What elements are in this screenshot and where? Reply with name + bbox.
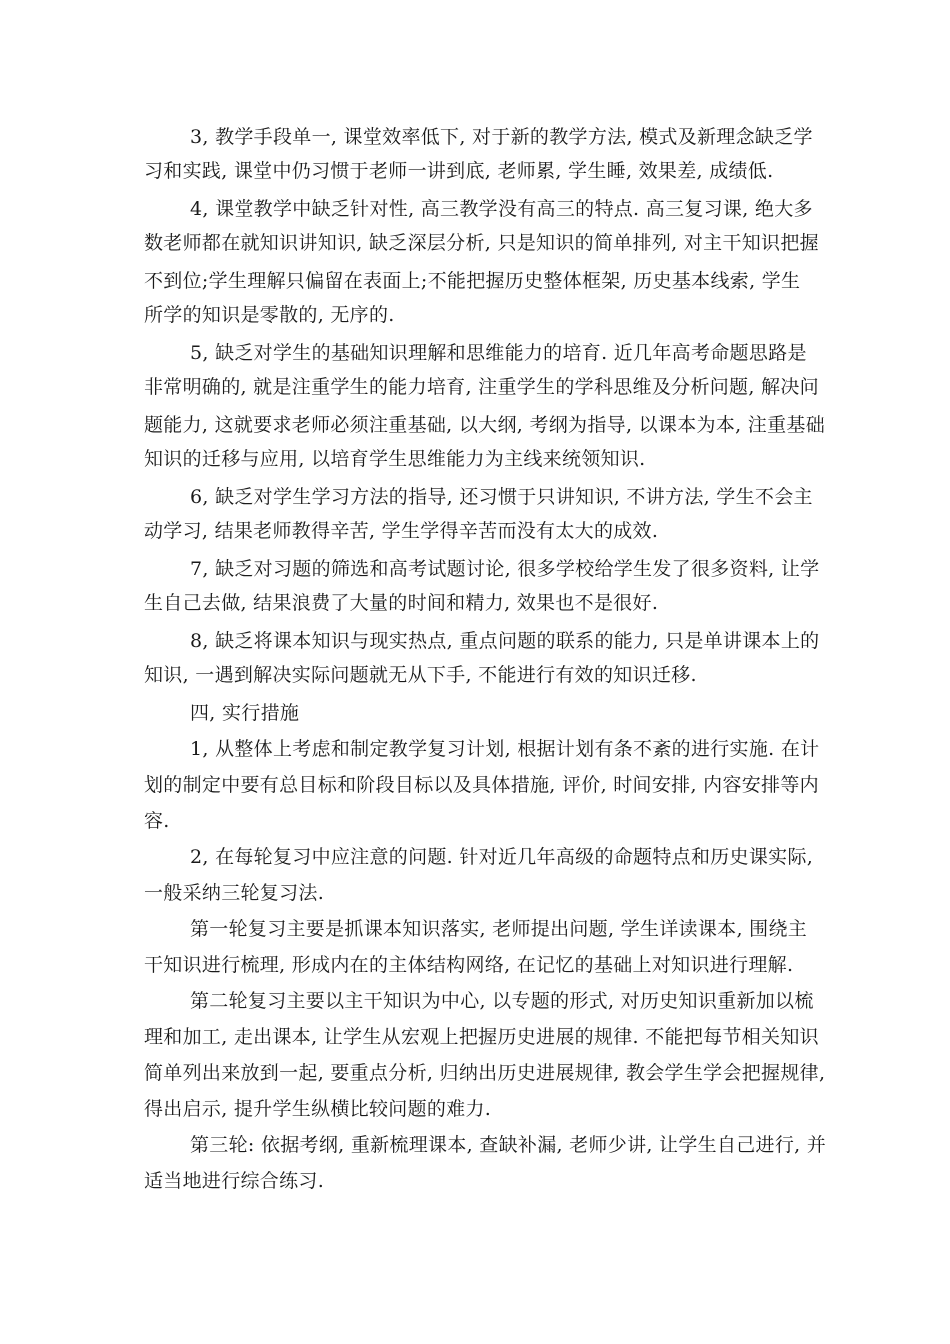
text-line: 8, 缺乏将课本知识与现实热点, 重点问题的联系的能力, 只是单讲课本上的 [190, 630, 820, 652]
text-line: 容. [144, 810, 170, 832]
text-line: 生自己去做, 结果浪费了大量的时间和精力, 效果也不是很好. [144, 592, 659, 614]
text-line: 非常明确的, 就是注重学生的能力培育, 注重学生的学科思维及分析问题, 解决问 [144, 376, 819, 398]
text-line: 理和加工, 走出课本, 让学生从宏观上把握历史进展的规律. 不能把每节相关知识 [144, 1026, 819, 1048]
text-line: 知识的迁移与应用, 以培育学生思维能力为主线来统领知识. [144, 448, 646, 470]
text-line: 一般采纳三轮复习法. [144, 882, 325, 904]
section-heading: 四, 实行措施 [190, 702, 300, 724]
text-line: 所学的知识是零散的, 无序的. [144, 304, 395, 326]
text-line: 5, 缺乏对学生的基础知识理解和思维能力的培育. 近几年高考命题思路是 [190, 342, 807, 364]
text-line: 4, 课堂教学中缺乏针对性, 高三教学没有高三的特点. 高三复习课, 绝大多 [190, 198, 813, 220]
text-line: 划的制定中要有总目标和阶段目标以及具体措施, 评价, 时间安排, 内容安排等内 [144, 774, 819, 796]
text-line: 3, 教学手段单一, 课堂效率低下, 对于新的教学方法, 模式及新理念缺乏学 [190, 126, 813, 148]
text-line: 第二轮复习主要以主干知识为中心, 以专题的形式, 对历史知识重新加以梳 [190, 990, 814, 1012]
text-line: 1, 从整体上考虑和制定教学复习计划, 根据计划有条不紊的进行实施. 在计 [190, 738, 820, 760]
text-line: 动学习, 结果老师教得辛苦, 学生学得辛苦而没有太大的成效. [144, 520, 659, 542]
text-line: 得出启示, 提升学生纵横比较问题的难力. [144, 1098, 492, 1120]
text-line: 不到位;学生理解只偏留在表面上;不能把握历史整体框架, 历史基本线索, 学生 [144, 270, 801, 292]
text-line: 干知识进行梳理, 形成内在的主体结构网络, 在记忆的基础上对知识进行理解. [144, 954, 794, 976]
text-line: 第一轮复习主要是抓课本知识落实, 老师提出问题, 学生详读课本, 围绕主 [190, 918, 808, 940]
text-line: 题能力, 这就要求老师必须注重基础, 以大纲, 考纲为指导, 以课本为本, 注重基础 [144, 414, 825, 436]
text-line: 数老师都在就知识讲知识, 缺乏深层分析, 只是知识的简单排列, 对主干知识把握 [144, 232, 819, 254]
text-line: 适当地进行综合练习. [144, 1170, 325, 1192]
text-line: 简单列出来放到一起, 要重点分析, 归纳出历史进展规律, 教会学生学会把握规律, [144, 1062, 826, 1084]
text-line: 知识, 一遇到解决实际问题就无从下手, 不能进行有效的知识迁移. [144, 664, 697, 686]
text-line: 2, 在每轮复习中应注意的问题. 针对近几年高级的命题特点和历史课实际, [190, 846, 814, 868]
text-line: 第三轮: 依据考纲, 重新梳理课本, 查缺补漏, 老师少讲, 让学生自己进行, 并 [190, 1134, 827, 1156]
text-line: 7, 缺乏对习题的筛选和高考试题讨论, 很多学校给学生发了很多资料, 让学 [190, 558, 820, 580]
text-line: 6, 缺乏对学生学习方法的指导, 还习惯于只讲知识, 不讲方法, 学生不会主 [190, 486, 813, 508]
text-line: 习和实践, 课堂中仍习惯于老师一讲到底, 老师累, 学生睡, 效果差, 成绩低. [144, 160, 774, 182]
